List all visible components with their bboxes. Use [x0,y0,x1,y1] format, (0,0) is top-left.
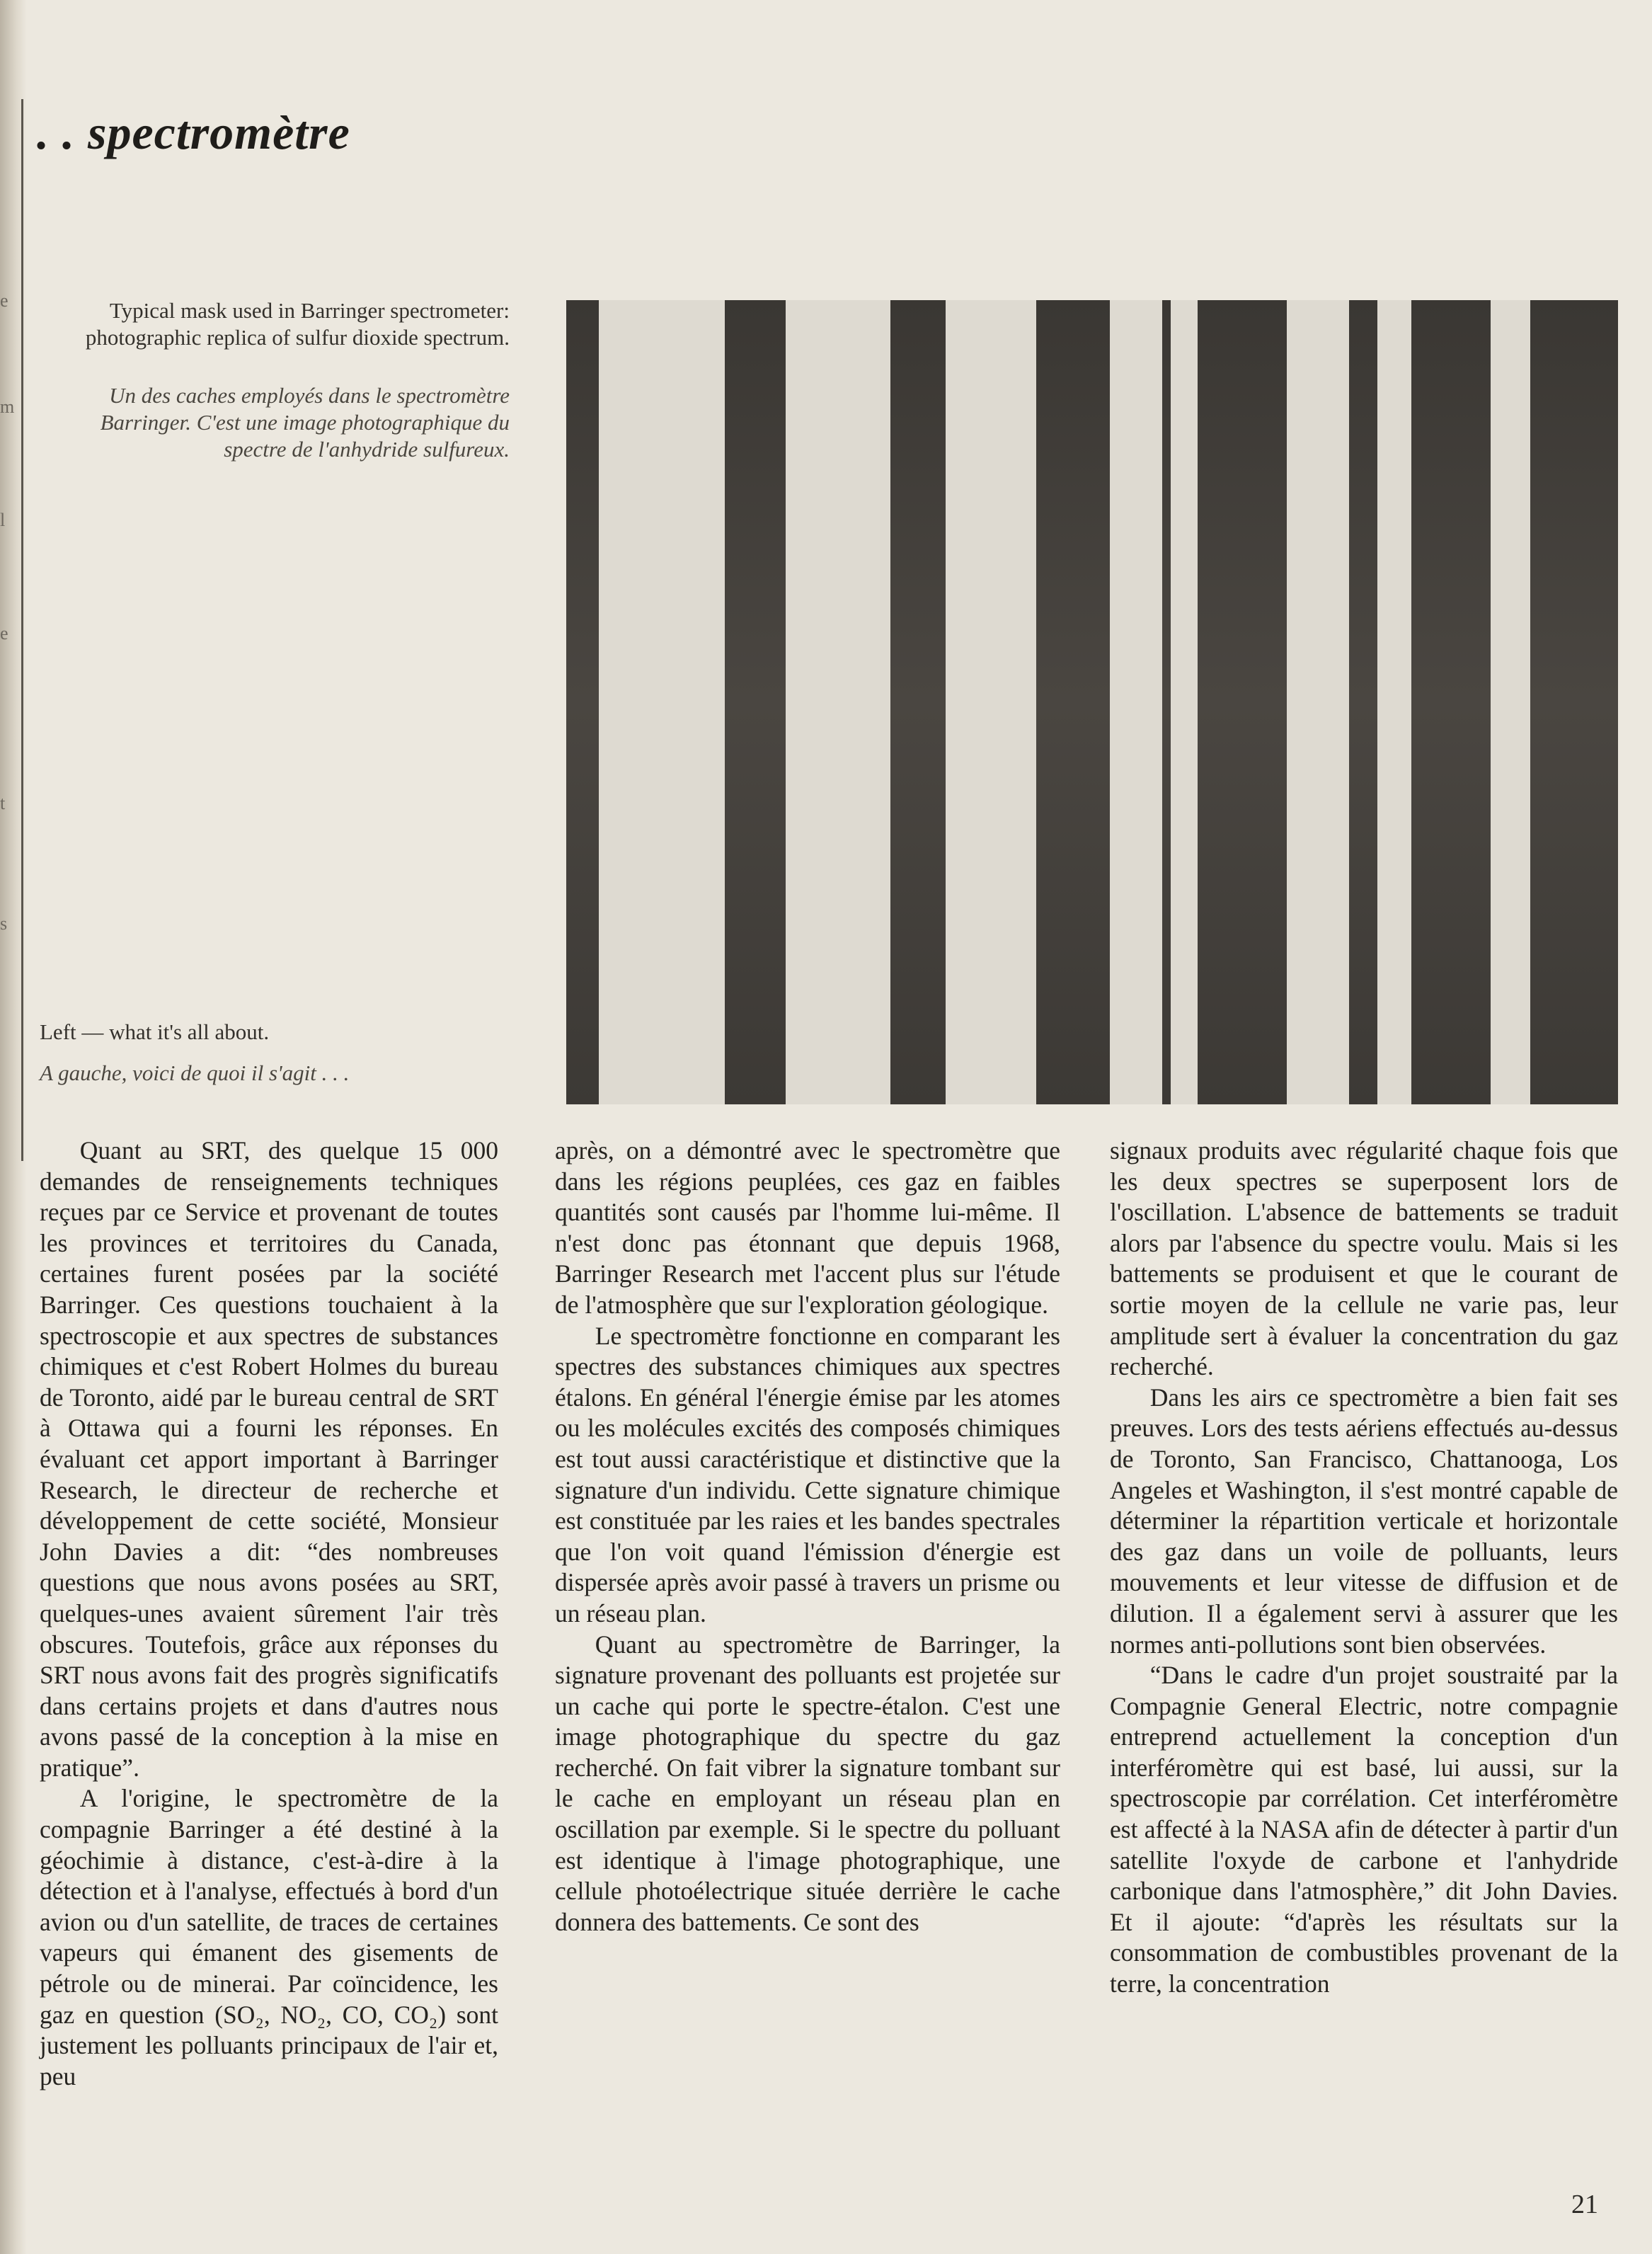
page-number: 21 [1571,2190,1598,2219]
gutter-rule [21,99,23,1161]
figure-caption-english: Typical mask used in Barringer spectrometer: photographic replica of sulfur dioxide spectrum. [85,298,510,350]
left-note-english: Left — what it's all about. [40,1019,270,1044]
paragraph: signaux produits avec régularité chaque fois que les deux spectres se superposent lors de l'oscillation. L'absence de battements se traduit alors par l'absence du spectre voulu. Mais si les battements se produisent et que le courant de sortie moyen de la cellule ne varie pas, leur amplitude sert à évaluer la concentration du gaz recherché. [1110,1136,1618,1381]
gutter-fragment: e [0,623,8,643]
text-column-2 [555,1135,1060,1938]
section-title: . . spectromètre [37,105,350,159]
figure-caption-french: Un des caches employés dans le spectromètre Barringer. C'est une image photographique du spectre de l'anhydride sulfureux. [100,383,510,462]
paragraph: Le spectromètre fonctionne en comparant les spectres des substances chimiques aux spectres étalons. En général l'énergie émise par les atomes ou les molécules excités des composés chimiques est tout aussi caractéristique et distinctive que la signature d'un individu. Cette signature chimique est constituée par les raies et les bandes spectrales que l'on voit quand l'émission d'énergie est dispersée après avoir passé à travers un prisme ou un réseau plan. [555,1321,1060,1627]
spectrum-band [1349,300,1377,1104]
paragraph: après, on a démontré avec le spectromètre que dans les régions peuplées, ces gaz en faibles quantités sont causés par l'homme lui-même. Il n'est donc pas étonnant que depuis 1968, Barringer Research met l'accent plus sur l'étude de l'atmosphère que sur l'exploration géologique. [555,1136,1060,1319]
gutter-fragment: t [0,793,6,813]
spectrum-band [890,300,946,1104]
spectrum-band [1530,300,1618,1104]
spectrum-mask-photo [566,300,1618,1104]
gutter-fragment: m [0,396,15,417]
spectrum-band [1036,300,1110,1104]
spectrum-band [1411,300,1491,1104]
spectrum-band [725,300,786,1104]
binding-gutter [0,0,27,2254]
paragraph: “Dans le cadre d'un projet soustraité par la Compagnie General Electric, notre compagnie entreprend actuellement la conception d'un interféromètre qui est basé, lui aussi, sur la spectroscopie par corrélation. Cet interféromètre est affecté à la NASA afin de détecter à partir d'un satellite l'oxyde de carbone et l'anhydride carbonique dans l'atmosphère,” dit John Davies. Et il ajoute: “d'après les résultats sur la consommation de combustibles provenant de la terre, la concentration [1110,1661,1618,1998]
spectrum-band [1162,300,1171,1104]
gutter-fragment: s [0,913,8,934]
text-column-1 [40,1135,498,2092]
paragraph: A l'origine, le spectromètre de la compagnie Barringer a été destiné à la géochimie à distance, c'est-à-dire à la détection et à l'analyse, effectués à bord d'un avion ou d'un satellite, de traces de certaines vapeurs qui émanent des gisements de pétrole ou de minerai. Par coïncidence, les gaz en question (SO₂, NO₂, CO, CO₂) sont justement les polluants principaux de l'air et, peu [40,1784,498,2090]
spectrum-band [1198,300,1287,1104]
spectrum-band [566,300,599,1104]
paragraph: Dans les airs ce spectromètre a bien fait ses preuves. Lors des tests aériens effectués au-dessus de Toronto, San Francisco, Chattanooga, Los Angeles et Washington, il s'est montré capable de déterminer la répartition verticale et horizontale des gaz dans un voile de polluants, leurs mouvements et leur vitesse de diffusion et de dilution. Il a également servi à assurer que les normes anti-pollutions sont bien observées. [1110,1383,1618,1659]
paragraph: Quant au SRT, des quelque 15 000 demandes de renseignements techniques reçues par ce Service et provenant de toutes les provinces et territoires du Canada, certaines furent posées par la société Barringer. Ces questions touchaient à la spectroscopie et aux spectres de substances chimiques et c'est Robert Holmes du bureau de Toronto, aidé par le bureau central de SRT à Ottawa qui a fourni les réponses. En évaluant cet apport important à Barringer Research, le directeur de recherche et développement de cette société, Monsieur John Davies a dit: “des nombreuses questions que nous avons posées au SRT, quelques-unes avaient sûrement l'air très obscures. Toutefois, grâce aux réponses du SRT nous avons fait des progrès significatifs dans certains projets et dans d'autres nous avons passé de la conception à la mise en pratique”. [40,1136,498,1782]
gutter-fragment: e [0,290,8,311]
paragraph: Quant au spectromètre de Barringer, la signature provenant des polluants est projetée sur un cache qui porte le spectre-étalon. C'est une image photographique du spectre du gaz recherché. On fait vibrer la signature tombant sur le cache en employant un réseau plan en oscillation par exemple. Si le spectre du polluant est identique à l'image photographique, une cellule photoélectrique située derrière le cache donnera des battements. Ce sont des [555,1630,1060,1936]
gutter-fragment: l [0,510,6,530]
text-column-3 [1110,1135,1618,2000]
left-note-french: A gauche, voici de quoi il s'agit . . . [40,1060,350,1085]
